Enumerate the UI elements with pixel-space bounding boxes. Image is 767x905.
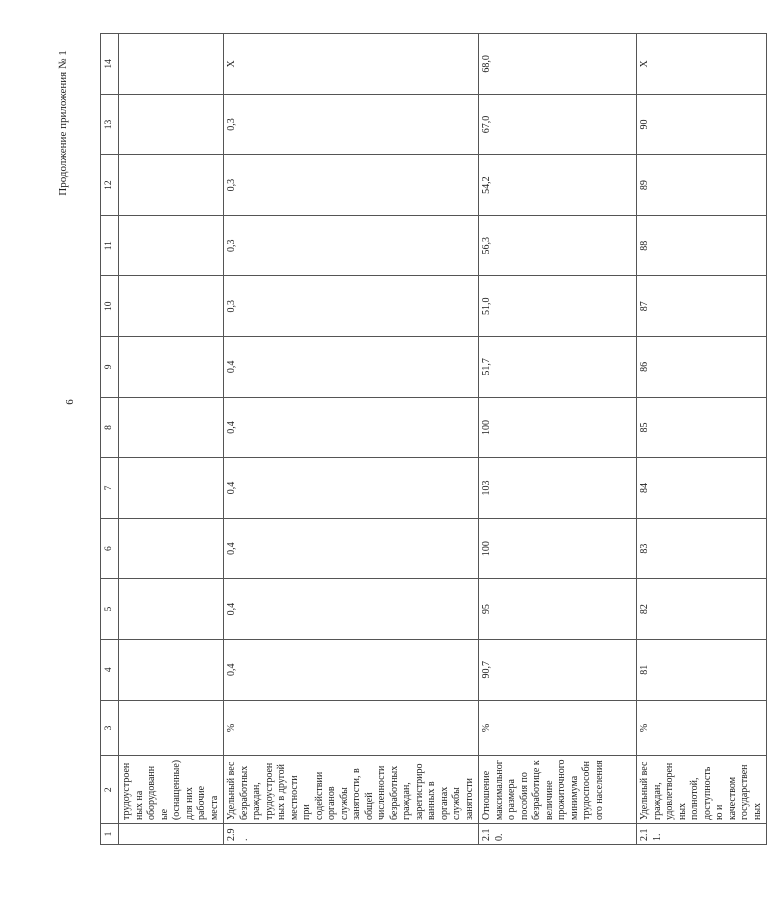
unit-cell <box>119 700 224 756</box>
value-cell: 86 <box>637 337 767 398</box>
value-cell: 0,4 <box>224 397 479 458</box>
value-cell: 54,2 <box>479 155 637 216</box>
value-cell: 90 <box>637 94 767 155</box>
column-header: 7 <box>101 458 119 519</box>
table-row <box>224 34 479 845</box>
column-header: 3 <box>101 700 119 756</box>
value-cell: 100 <box>479 397 637 458</box>
column-header: 9 <box>101 337 119 398</box>
value-cell <box>119 155 224 216</box>
indicator-name: Удельный вес безработных граждан, трудоустроенных в другой местности при содействии органов службы занятости, в общей численности безработных граждан, зарегистрированных в органах службы занятости <box>224 756 479 824</box>
value-cell: 51,0 <box>479 276 637 337</box>
value-cell: 85 <box>637 397 767 458</box>
column-header: 12 <box>101 155 119 216</box>
value-cell: 0,4 <box>224 579 479 640</box>
value-cell: 0,3 <box>224 276 479 337</box>
row-number: 2.11. <box>637 824 767 845</box>
value-cell <box>119 458 224 519</box>
value-cell <box>119 518 224 579</box>
column-header: 6 <box>101 518 119 579</box>
value-cell <box>119 34 224 95</box>
value-cell: 81 <box>637 639 767 700</box>
value-cell <box>119 276 224 337</box>
header-row <box>101 34 119 845</box>
value-cell: 84 <box>637 458 767 519</box>
table-row <box>637 34 767 845</box>
table-row <box>479 34 637 845</box>
column-header: 4 <box>101 639 119 700</box>
column-header: 10 <box>101 276 119 337</box>
table-body <box>101 34 767 845</box>
column-header: 1 <box>101 824 119 845</box>
row-number: 2.10. <box>479 824 637 845</box>
indicator-name: Удельный вес граждан, удовлетворенных полнотой, доступностью и качеством государственных <box>637 756 767 824</box>
value-cell: 0,4 <box>224 639 479 700</box>
value-cell <box>119 397 224 458</box>
value-cell: 82 <box>637 579 767 640</box>
column-header: 13 <box>101 94 119 155</box>
value-cell: 95 <box>479 579 637 640</box>
appendix-caption: Продолжение приложения № 1 <box>57 50 69 196</box>
value-cell: 87 <box>637 276 767 337</box>
value-cell: 103 <box>479 458 637 519</box>
table-viewport <box>100 33 763 845</box>
value-cell: 0,4 <box>224 458 479 519</box>
value-cell: 0,3 <box>224 155 479 216</box>
value-cell: 0,4 <box>224 518 479 579</box>
value-cell: 51,7 <box>479 337 637 398</box>
value-cell <box>119 639 224 700</box>
value-cell: 68,0 <box>479 34 637 95</box>
column-header: 5 <box>101 579 119 640</box>
column-header: 14 <box>101 34 119 95</box>
value-cell: 0,4 <box>224 337 479 398</box>
unit-cell: % <box>479 700 637 756</box>
table-row <box>119 34 224 845</box>
value-cell <box>119 94 224 155</box>
unit-cell: % <box>224 700 479 756</box>
unit-cell: % <box>637 700 767 756</box>
value-cell: 67,0 <box>479 94 637 155</box>
column-header: 2 <box>101 756 119 824</box>
value-cell: Х <box>224 34 479 95</box>
row-number: 2.9. <box>224 824 479 845</box>
page-number: 6 <box>64 399 76 405</box>
value-cell: Х <box>637 34 767 95</box>
column-header: 11 <box>101 215 119 276</box>
value-cell: 89 <box>637 155 767 216</box>
value-cell: 88 <box>637 215 767 276</box>
indicator-name: трудоустроенных на оборудованные (оснащенные) для них рабочие места <box>119 756 224 824</box>
value-cell <box>119 337 224 398</box>
value-cell: 83 <box>637 518 767 579</box>
value-cell <box>119 215 224 276</box>
data-table <box>100 33 767 845</box>
indicator-name: Отношение максимального размера пособия по безработице к величине прожиточного минимума трудоспособного населения <box>479 756 637 824</box>
value-cell: 56,3 <box>479 215 637 276</box>
row-number <box>119 824 224 845</box>
value-cell: 90,7 <box>479 639 637 700</box>
value-cell: 0,3 <box>224 94 479 155</box>
column-header: 8 <box>101 397 119 458</box>
value-cell: 100 <box>479 518 637 579</box>
value-cell: 0,3 <box>224 215 479 276</box>
value-cell <box>119 579 224 640</box>
